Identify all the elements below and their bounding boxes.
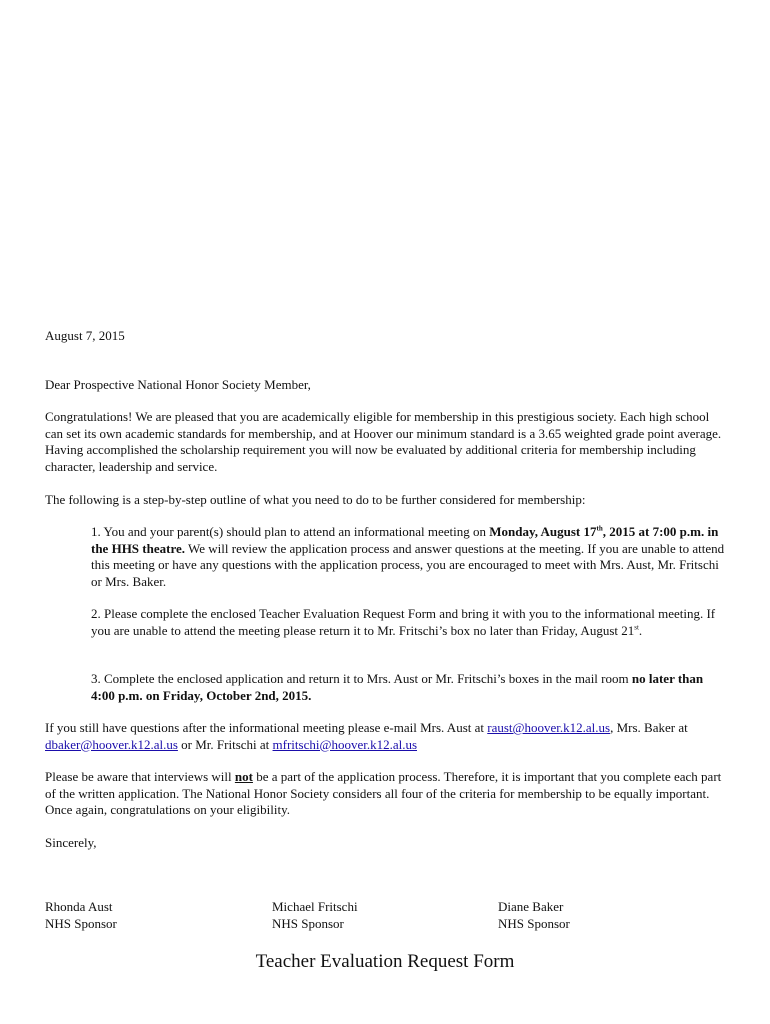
intro-paragraph: Congratulations! We are pleased that you are academically eligible for membership in this prestigious society. Each high school can set its own academic standards for membership, and at Hoover our minimum standard is a 3.65 weighted grade point average. Having accomplished the scholarship requirement you will now be evaluated by additional criteria for membership including character, leadership and service. [45,409,722,474]
signature-title: NHS Sponsor [498,915,570,931]
letter-date: August 7, 2015 [45,328,125,343]
questions-paragraph [45,720,727,753]
interviews-lead: Please be aware that interviews will [45,769,235,784]
questions-mid-2: or Mr. Fritschi at [177,736,273,752]
signature-name: Michael Fritschi [272,899,358,914]
questions-lead: If you still have questions after the informational meeting please e-mail Mrs. Aust at [45,720,488,735]
step-1-time-bold: , 2015 at 7:00 p.m. in the HHS theatre. [91,524,719,556]
outline-intro: The following is a step-by-step outline of what you need to do to be further considered for membership: [45,492,586,507]
signature-fritschi [272,899,472,932]
signature-name: Diane Baker [498,899,564,914]
step-2-text: 2. Please complete the enclosed Teacher Evaluation Request Form and bring it with you to the informational meeting. If you are unable to attend the meeting please return it to Mr. Fritschi’s box no later than Friday, August 21 [91,606,716,638]
signature-baker [498,899,698,932]
step-2 [91,606,727,639]
step-2-end: . [638,622,643,638]
step-1-lead: 1. You and your parent(s) should plan to attend an informational meeting on [91,524,490,539]
signature-title: NHS Sponsor [45,915,117,931]
closing: Sincerely, [45,835,97,850]
step-3-text: 3. Complete the enclosed application and return it to Mrs. Aust or Mr. Fritschi’s boxes in the mail room [91,671,632,686]
step-2-sup: st [634,623,639,632]
signature-name: Rhonda Aust [45,899,113,914]
step-1 [91,524,727,590]
interviews-rest: be a part of the application process. Therefore, it is important that you complete each part of the written application. The National Honor Society considers all four of the criteria for membership to be equally important. Once again, congratulations on your eligibility. [45,769,722,817]
step-3 [91,671,727,704]
interviews-paragraph [45,769,727,819]
email-link-baker[interactable]: dbaker@hoover.k12.al.us [45,736,178,752]
step-1-sup: th [596,524,603,533]
step-3-deadline-bold: no later than 4:00 p.m. on Friday, October 2nd, 2015. [91,671,704,703]
signature-aust [45,899,245,932]
signature-title: NHS Sponsor [272,915,344,931]
email-link-fritschi[interactable]: mfritschi@hoover.k12.al.us [272,736,418,752]
step-1-date-bold: Monday, August 17 [489,524,597,539]
form-title: Teacher Evaluation Request Form [255,951,515,972]
questions-mid-1: , Mrs. Baker at [610,720,688,735]
step-1-rest: We will review the application process and answer questions at the meeting. If you are unable to attend this meeting or have any questions with the application process, you are encouraged to meet with Mrs. Aust, Mr. Fritschi or Mrs. Baker. [91,540,725,589]
interviews-emphasis: not [234,769,253,784]
salutation: Dear Prospective National Honor Society Member, [45,377,311,392]
email-link-aust[interactable]: raust@hoover.k12.al.us [487,720,611,735]
